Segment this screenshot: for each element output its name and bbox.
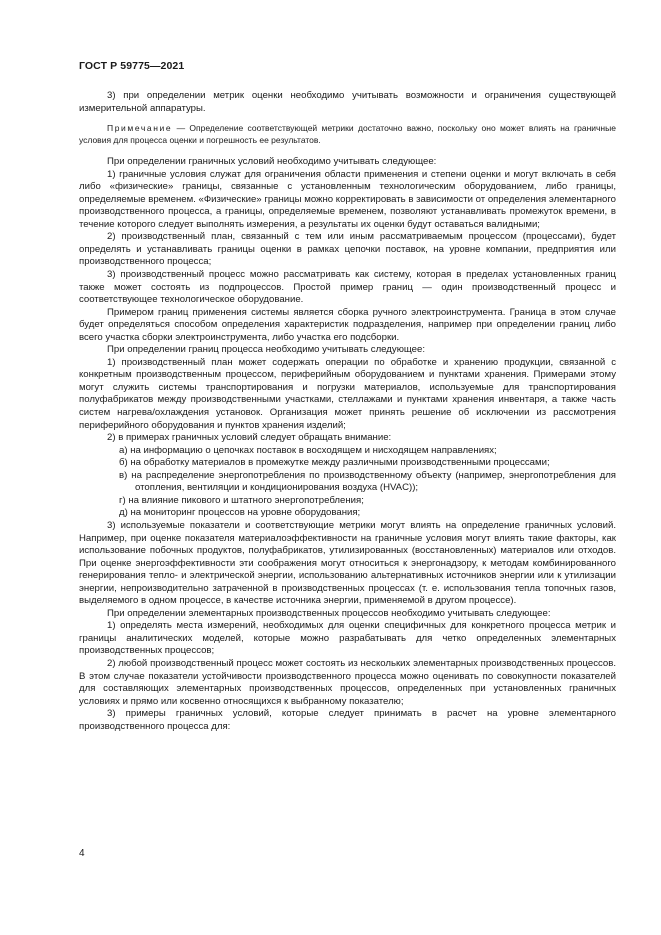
elementary-item-2: 2) любой производственный процесс может состоять из нескольких элементарных производственных процессов. В этом случае показатели устойчивости производственного процесса можно оценивать по совокупности показателей для составляющих элементарных производственных процессов, определенных при установленных граничных условиях и прямо или косвенно относящихся к выбранному показателю;	[79, 657, 616, 707]
note-dash: —	[176, 123, 186, 134]
process-item-1: 1) производственный план может содержать операции по обработке и хранению продукции, связанной с конкретным производственным процессом, периферийным оборудованием и пунктами хранения. Примерами этому могут служить системы транспортирования и погрузки материалов, используемые для транспортирования полуфабрикатов между производственными участками, стеллажами и пунктами хранения инвентаря, а также часть систем нагрева/охлаждения установок. Организация может принять решение об исключении из рассмотрения периферийного оборудования и пунктов хранения изделий;	[79, 356, 616, 431]
boundary-example: Примером границ применения системы является сборка ручного электроинструмента. Граница в этом случае будет определяться способом определения характеристик подразделения, например при определении границ либо всего участка сборки электроинструмента, либо участка его подсборки.	[79, 306, 616, 343]
boundary-item-1: 1) граничные условия служат для ограничения области применения и степени оценки и могут включать в себя либо «физические» границы, связанные с установленным технологическим оборудованием, либо границы, определяемые временем. «Физические» границы можно корректировать в зависимости от определения элементарного производственного процесса, а границы, определяемые временем, позволяют устанавливать промежуток времени, в течение которого следует выполнять измерения, а результаты их оценки будут оставаться валидными;	[79, 168, 616, 230]
process-item-2: 2) в примерах граничных условий следует обращать внимание:	[107, 432, 392, 444]
elementary-item-3: 3) примеры граничных условий, которые следует принимать в расчет на уровне элементарного производственного процесса для:	[79, 708, 616, 732]
process-subitem-a: а) на информацию о цепочках поставок в восходящем и нисходящем направлениях;	[119, 444, 497, 456]
page-number: 4	[79, 848, 85, 859]
boundary-item-3: 3) производственный процесс можно рассматривать как систему, которая в пределах установленных границ также может состоять из подпроцессов. Простой пример границ — один производственный процесс и соответствующее технологическое оборудование.	[79, 269, 616, 306]
elementary-lead: При определении элементарных производственных процессов необходимо учитывать следующее:	[107, 607, 551, 619]
process-item-3: 3) используемые показатели и соответствующие метрики могут влиять на определение граничных условий. Например, при оценке показателя материалоэффективности на граничные условия могут влиять такие факторы, как использование побочных продуктов, полуфабрикатов, утилизированных (восстановленных) материалов или отходов. При оценке энергоэффективности эти соображения могут относиться к энергонадзору, к методам комбинированного генерирования тепло- и электрической энергии, использованию альтернативных источников энергии или к утилизации энергии, непроизводительно затраченной в производственных процессах (т. е. использования тепла топочных газов, выделяемого в одном процессе, в качестве источника энергии, применяемой в другом процессе).	[79, 519, 616, 607]
boundary-item-2: 2) производственный план, связанный с тем или иным рассматриваемым процессом (процессами), будет определять и устанавливать границы оценки в рамках цепочки поставок, на уровне компании, предприятия или производственного процесса;	[79, 231, 616, 268]
elementary-item-1: 1) определять места измерений, необходимых для оценки специфичных для конкретного процесса метрик и границы аналитических моделей, которые можно разрабатывать для четко определенных элементарных производственных процессов;	[79, 620, 616, 657]
process-subitem-v: в) на распределение энергопотребления по производственному объекту (например, энергопотребления для отопления, вентиляции и кондиционирования воздуха (HVAC));	[119, 469, 616, 494]
note-label: Примечание	[107, 123, 173, 134]
boundary-lead: При определении граничных условий необходимо учитывать следующее:	[107, 156, 437, 168]
standard-designation: ГОСТ Р 59775—2021	[79, 60, 185, 72]
note-paragraph	[79, 123, 616, 146]
process-subitem-d: д) на мониторинг процессов на уровне оборудования;	[119, 507, 361, 519]
note-text: Определение соответствующей метрики достаточно важно, поскольку оно может влиять на граничные условия для процесса оценки и погрешность ее результатов.	[79, 123, 616, 145]
document-body	[79, 90, 616, 733]
metric-item-3: 3) при определении метрик оценки необходимо учитывать возможности и ограничения существующей измерительной аппаратуры.	[79, 90, 616, 114]
process-subitem-b: б) на обработку материалов в промежутке между различными производственными процессами;	[119, 457, 550, 469]
process-lead: При определении границ процесса необходимо учитывать следующее:	[107, 344, 426, 356]
process-subitem-g: г) на влияние пикового и штатного энергопотребления;	[119, 494, 364, 506]
